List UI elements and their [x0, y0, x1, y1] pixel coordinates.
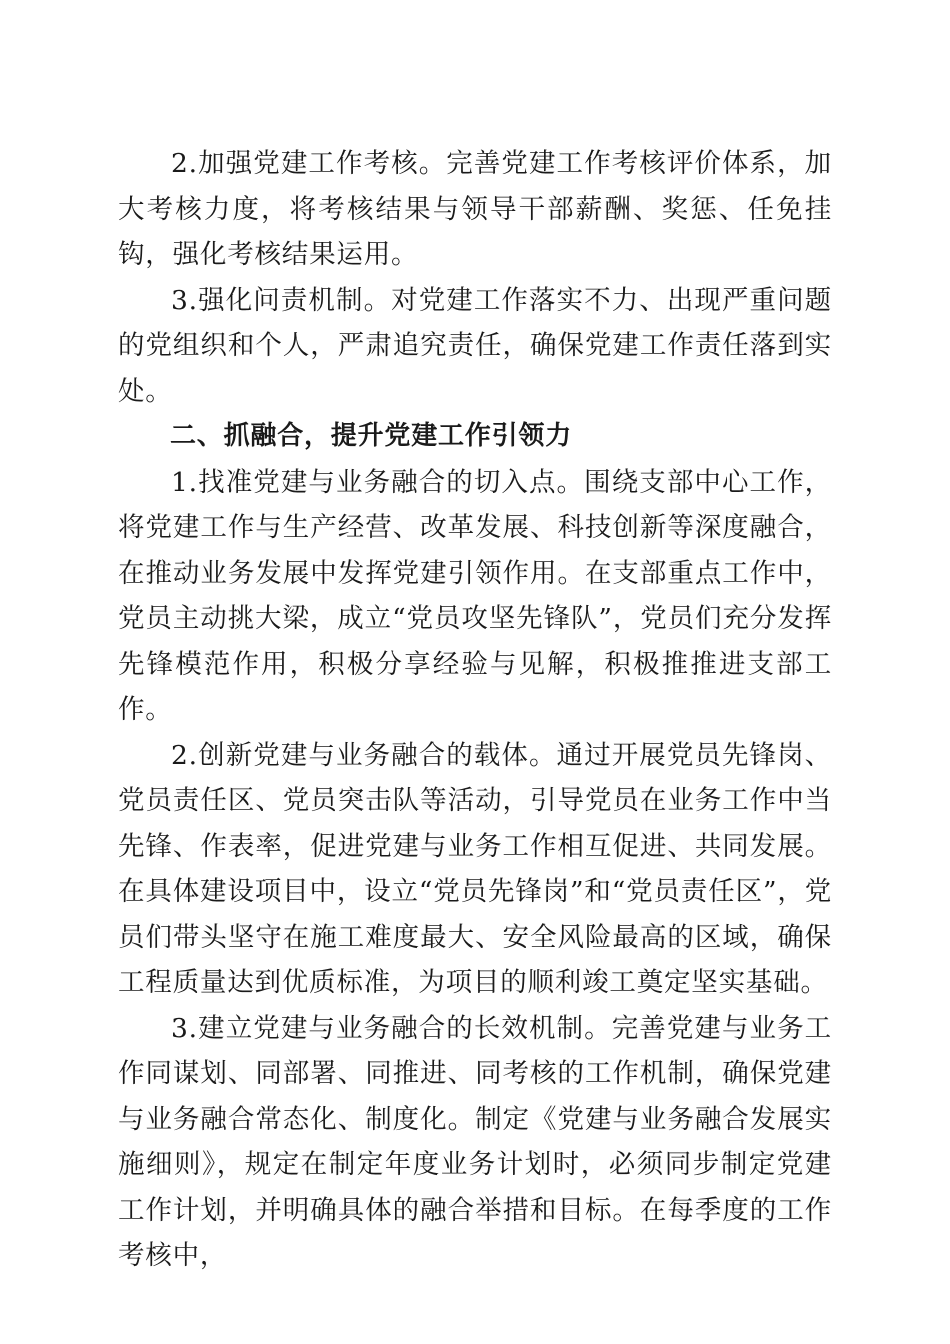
paragraph-assessment: 2.加强党建工作考核。完善党建工作考核评价体系，加大考核力度，将考核结果与领导干部薪酬、奖惩、任免挂钩，强化考核结果运用。	[118, 148, 832, 270]
paragraph-integration-entry-point: 1.找准党建与业务融合的切入点。围绕支部中心工作，将党建工作与生产经营、改革发展、科技创新等深度融合，在推动业务发展中发挥党建引领作用。在支部重点工作中，党员主动挑大梁，成立“党员攻坚先锋队”，党员们充分发挥先锋模范作用，积极分享经验与见解，积极推推进支部工作。	[118, 466, 832, 725]
section-heading: 二、抓融合，提升党建工作引领力	[170, 421, 573, 451]
paragraph-integration-mechanism: 3.建立党建与业务融合的长效机制。完善党建与业务工作同谋划、同部署、同推进、同考核的工作机制，确保党建与业务融合常态化、制度化。制定《党建与业务融合发展实施细则》，规定在制定年度业务计划时，必须同步制定党建工作计划，并明确具体的融合举措和目标。在每季度的工作考核中，	[118, 1012, 832, 1271]
paragraph-integration-carrier: 2.创新党建与业务融合的载体。通过开展党员先锋岗、党员责任区、党员突击队等活动，引导党员在业务工作中当先锋、作表率，促进党建与业务工作相互促进、共同发展。在具体建设项目中，设立“党员先锋岗”和“党员责任区”，党员们带头坚守在施工难度最大、安全风险最高的区域，确保工程质量达到优质标准，为项目的顺利竣工奠定坚实基础。	[118, 739, 832, 998]
document-body	[118, 141, 832, 1279]
paragraph-accountability: 3.强化问责机制。对党建工作落实不力、出现严重问题的党组织和个人，严肃追究责任，确保党建工作责任落到实处。	[118, 284, 832, 407]
